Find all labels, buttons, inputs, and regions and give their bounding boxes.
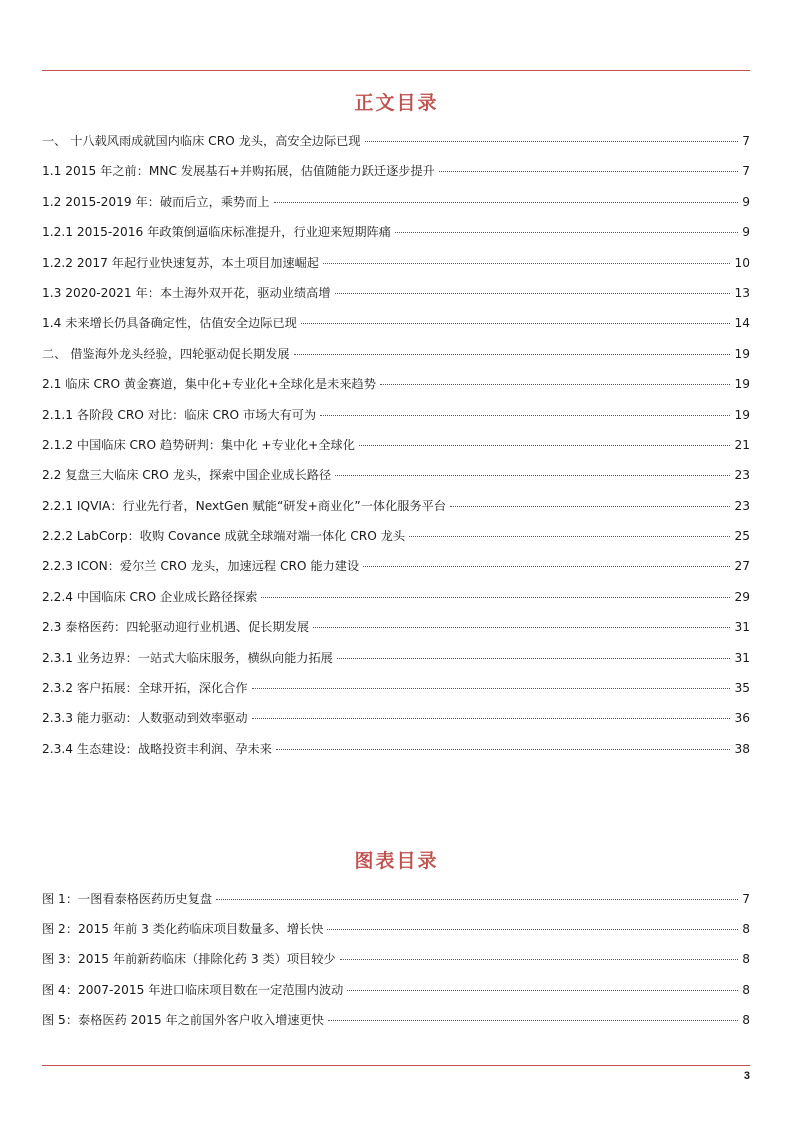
figure-entry-label: 图 4：2007-2015 年进口临床项目数在一定范围内波动 [42,982,344,997]
dot-leader [359,445,731,446]
toc-entry[interactable] [42,436,750,466]
toc-entry-page: 31 [734,620,750,635]
toc-entry-label: 2.2.1 IQVIA：行业先行者，NextGen 赋能“研发+商业化”一体化服务平台 [42,498,447,513]
toc-entry-label: 1.2 2015-2019 年：破而后立，乘势而上 [42,194,270,209]
dot-leader [313,627,730,628]
figure-entry[interactable] [42,950,750,980]
toc-entry[interactable] [42,345,750,375]
toc-entry-page: 14 [734,316,750,331]
dot-leader [320,415,730,416]
figure-list-heading: 图表目录 [354,850,439,872]
toc-entry[interactable] [42,466,750,496]
toc-entry-label: 2.2.4 中国临床 CRO 企业成长路径探索 [42,589,258,604]
figure-entry-page: 7 [742,892,750,906]
toc-entry-page: 19 [734,407,750,422]
dot-leader [347,990,738,991]
toc-entry-page: 19 [734,377,750,392]
figure-list [42,890,750,1041]
toc-entry[interactable] [42,527,750,557]
toc-entry-label: 2.2.3 ICON：爱尔兰 CRO 龙头，加速远程 CRO 能力建设 [42,559,360,574]
figure-entry[interactable] [42,981,750,1011]
toc-entry-label: 2.3.1 业务边界：一站式大临床服务，横纵向能力拓展 [42,650,333,665]
toc-entry-page: 23 [734,498,750,513]
toc-entry[interactable] [42,679,750,709]
toc-entry[interactable] [42,254,750,284]
toc-entry[interactable] [42,497,750,527]
dot-leader [301,323,731,324]
dot-leader [328,1020,738,1021]
toc-heading: 正文目录 [354,92,439,114]
figure-entry-label: 图 2：2015 年前 3 类化药临床项目数量多、增长快 [42,922,324,937]
toc-entry-label: 2.1.2 中国临床 CRO 趋势研判：集中化 +专业化+全球化 [42,437,355,452]
toc-entry-page: 21 [734,437,750,452]
dot-leader [323,263,731,264]
dot-leader [340,959,739,960]
toc-entry[interactable] [42,588,750,618]
toc-entry[interactable] [42,284,750,314]
dot-leader [395,232,738,233]
figure-entry-page: 8 [742,982,750,997]
toc-entry[interactable] [42,557,750,587]
toc-entry-label: 2.3.2 客户拓展：全球开拓，深化合作 [42,681,248,696]
toc-entry-page: 38 [734,741,750,756]
toc-entry-label: 2.1 临床 CRO 黄金赛道，集中化+专业化+全球化是未来趋势 [42,377,376,392]
figure-entry-label: 图 3：2015 年前新药临床（排除化药 3 类）项目较少 [42,952,336,967]
toc-entry-label: 1.3 2020-2021 年：本土海外双开花，驱动业绩高增 [42,285,331,300]
toc-entry-label: 2.3 泰格医药：四轮驱动迎行业机遇、促长期发展 [42,620,310,635]
toc-entry[interactable] [42,162,750,192]
toc-entry-page: 23 [734,468,750,483]
toc-entry-page: 7 [742,134,750,148]
figure-entry-page: 8 [742,952,750,967]
toc-entry-page: 31 [734,650,750,665]
dot-leader [450,506,730,507]
dot-leader [363,566,730,567]
toc-entry-label: 2.3.4 生态建设：战略投资丰利润、孕未来 [42,741,272,756]
toc-entry-label: 二、 借鉴海外龙头经验，四轮驱动促长期发展 [42,346,290,361]
dot-leader [365,141,739,142]
toc-entry-label: 1.1 2015 年之前：MNC 发展基石+并购拓展，估值随能力跃迁逐步提升 [42,164,435,179]
dot-leader [409,536,730,537]
toc-entry-label: 一、 十八载风雨成就国内临床 CRO 龙头，高安全边际已现 [42,134,361,148]
figure-entry[interactable] [42,890,750,920]
dot-leader [335,475,730,476]
figure-entry[interactable] [42,920,750,950]
figure-entry-page: 8 [742,1012,750,1027]
dot-leader [439,171,738,172]
figure-entry[interactable] [42,1011,750,1041]
toc-entry[interactable] [42,314,750,344]
toc-entry-page: 9 [742,194,750,209]
dot-leader [276,749,731,750]
dot-leader [294,354,731,355]
toc-entry-label: 2.2.2 LabCorp：收购 Covance 成就全球端对端一体化 CRO 龙头 [42,529,406,544]
toc-entry-page: 27 [734,559,750,574]
toc-entry-label: 2.3.3 能力驱动：人数驱动到效率驱动 [42,711,248,726]
dot-leader [327,929,738,930]
toc-entry-page: 10 [734,255,750,270]
dot-leader [252,718,731,719]
toc-entry-page: 7 [742,164,750,179]
toc-entry[interactable] [42,709,750,739]
figure-entry-label: 图 5：泰格医药 2015 年之前国外客户收入增速更快 [42,1012,324,1027]
toc-entry[interactable] [42,406,750,436]
toc-entry-page: 35 [734,681,750,696]
toc-entry[interactable] [42,740,750,770]
figure-entry-page: 8 [742,922,750,937]
toc-entry[interactable] [42,193,750,223]
toc-entry-label: 1.2.1 2015-2016 年政策倒逼临床标准提升，行业迎来短期阵痛 [42,225,391,240]
toc-entry-page: 29 [734,589,750,604]
dot-leader [216,899,738,900]
toc-entry-label: 2.1.1 各阶段 CRO 对比：临床 CRO 市场大有可为 [42,407,317,422]
toc-entry[interactable] [42,132,750,162]
toc-entry-label: 1.4 未来增长仍具备确定性，估值安全边际已现 [42,316,297,331]
toc-entry-page: 25 [734,529,750,544]
toc-entry-label: 1.2.2 2017 年起行业快速复苏，本土项目加速崛起 [42,255,319,270]
footer-rule [42,1065,750,1066]
toc-entry-page: 9 [742,225,750,240]
dot-leader [335,293,731,294]
toc-entry[interactable] [42,375,750,405]
dot-leader [261,597,730,598]
dot-leader [380,384,731,385]
toc-entry[interactable] [42,649,750,679]
toc-list [42,132,750,770]
toc-entry[interactable] [42,223,750,253]
dot-leader [274,202,739,203]
toc-entry-label: 2.2 复盘三大临床 CRO 龙头，探索中国企业成长路径 [42,468,332,483]
dot-leader [337,658,731,659]
toc-entry-page: 19 [734,346,750,361]
toc-entry-page: 13 [734,285,750,300]
dot-leader [252,688,731,689]
page-number: 3 [743,1070,750,1082]
figure-entry-label: 图 1：一图看泰格医药历史复盘 [42,892,213,906]
toc-entry-page: 36 [734,711,750,726]
toc-entry[interactable] [42,618,750,648]
header-rule [42,70,750,71]
